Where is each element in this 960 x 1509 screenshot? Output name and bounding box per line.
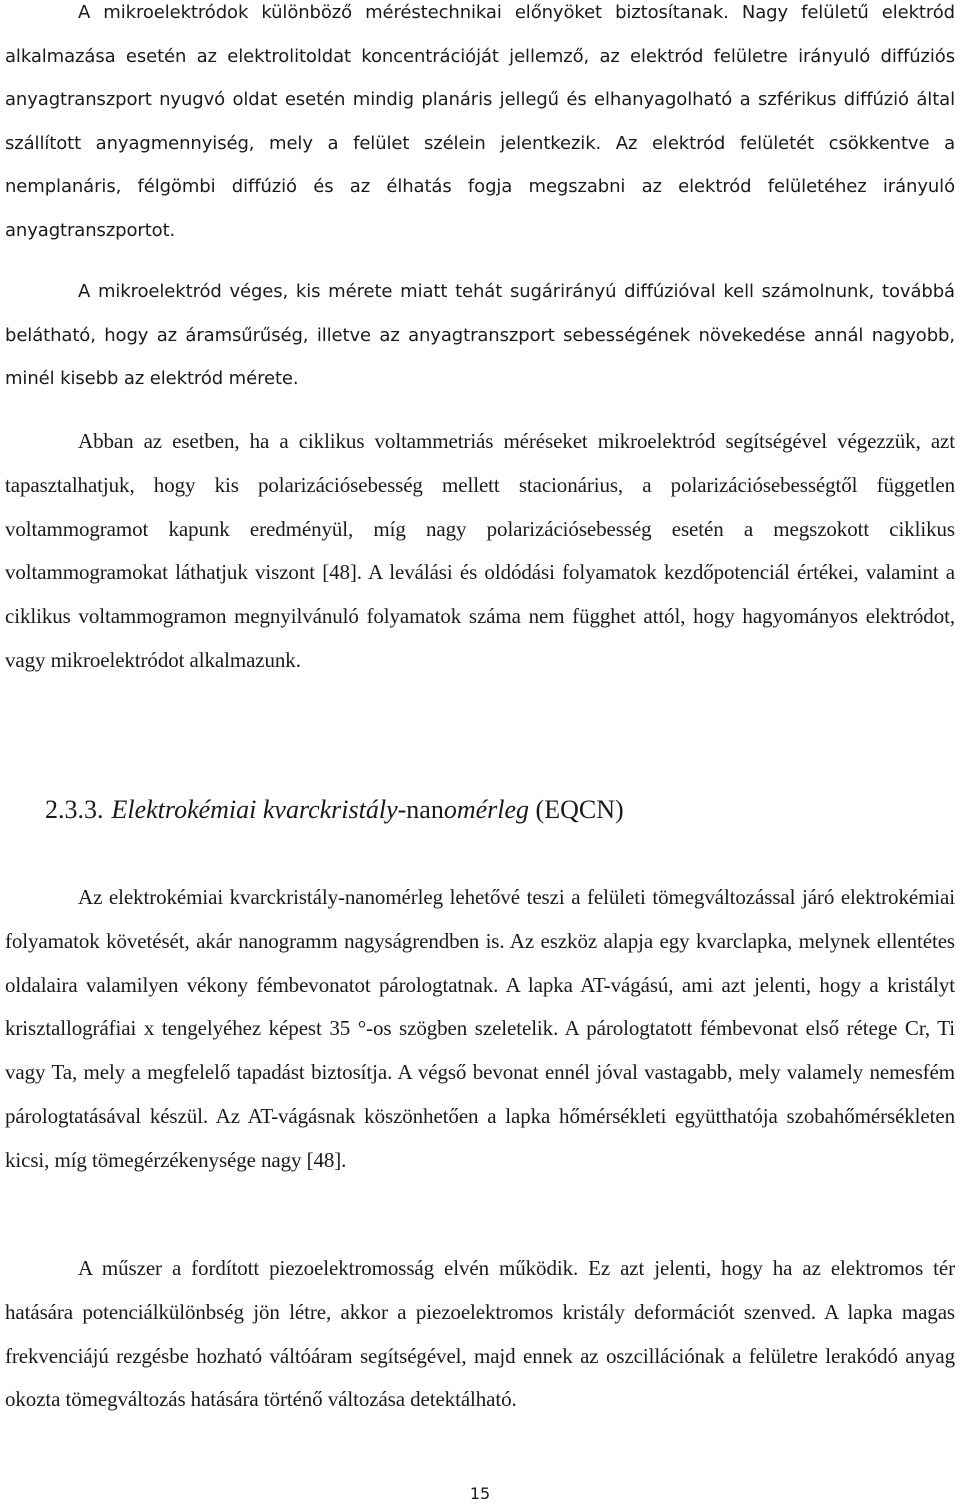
paragraph-piezoelectric-principle: A műszer a fordított piezoelektromosság elvén működik. Ez azt jelenti, hogy ha az elektromos tér hatására potenciálkülönbség jön létre, akkor a piezoelektromos kristály deformációt szenved. A lapka magas frekvenciájú rezgésbe hozható váltóáram segítségével, majd ennek az oszcillációnak a felületre lerakódó anyag okozta tömegváltozás hatására történő változása detektálható. (5, 1256, 955, 1412)
paragraph-cyclic-voltammetry: Abban az esetben, ha a ciklikus voltammetriás méréseket mikroelektród segítségével végezzük, azt tapasztalhatjuk, hogy kis polarizációsebesség mellett stacionárius, a polarizációsebességtől független voltammogramot kapunk eredményül, míg nagy polarizációsebesség esetén a megszokott ciklikus voltammogramokat láthatjuk viszont [48]. A leválási és oldódási folyamatok kezdőpotenciál értékei, valamint a ciklikus voltammogramon megnyilvánuló folyamatok száma nem függhet attól, hogy hagyományos elektródot, vagy mikroelektródot alkalmazunk. (5, 429, 955, 672)
section-title-part-4: (EQCN) (529, 795, 624, 824)
section-number: 2.3.3. (45, 795, 104, 824)
section-title-part-3: omérleg (443, 795, 530, 824)
paragraph-radial-diffusion: A mikroelektród véges, kis mérete miatt tehát sugárirányú diffúzióval kell számolnunk, továbbá belátható, hogy az áramsűrűség, illetve az anyagtranszport sebességének növekedése annál nagyobb, minél kisebb az elektród mérete. (5, 281, 955, 390)
paragraph-eqcn-description: Az elektrokémiai kvarckristály-nanomérleg lehetővé teszi a felületi tömegváltozással járó elektrokémiai folyamatok követését, akár nanogramm nagyságrendben is. Az eszköz alapja egy kvarclapka, melynek ellentétes oldalaira valamilyen vékony fémbevonatot párologtatnak. A lapka AT-vágású, ami azt jelenti, hogy a kristályt krisztallográfiai x tengelyéhez képest 35 °-os szögben szeletelik. A párologtatott fémbevonat első rétege Cr, Ti vagy Ta, mely a megfelelő tapadást biztosítja. A végső bevonat ennél jóval vastagabb, mely valamely nemesfém párologtatásával készül. Az AT-vágásnak köszönhetően a lapka hőmérsékleti együtthatója szobahőmérsékleten kicsi, míg tömegérzékenysége nagy [48]. (5, 885, 955, 1172)
paragraph-microelectrode-advantages: A mikroelektródok különböző méréstechnikai előnyöket biztosítanak. Nagy felületű elektród alkalmazása esetén az elektrolitoldat koncentrációját jellemző, az elektród felületre irányuló diffúziós anyagtranszport nyugvó oldat esetén mindig planáris jellegű és elhanyagolható a szférikus diffúzió által szállított anyagmennyiség, mely a felület szélein jelentkezik. Az elektród felületét csökkentve a nemplanáris, félgömbi diffúzió és az élhatás fogja megszabni az elektród felületéhez irányuló anyagtranszportot. (5, 2, 955, 241)
page-number: 15 (469, 1484, 491, 1503)
section-heading (45, 795, 624, 825)
section-title-part-2: -nan (397, 795, 444, 824)
section-title-part-1: Elektrokémiai kvarckristály (111, 795, 398, 824)
